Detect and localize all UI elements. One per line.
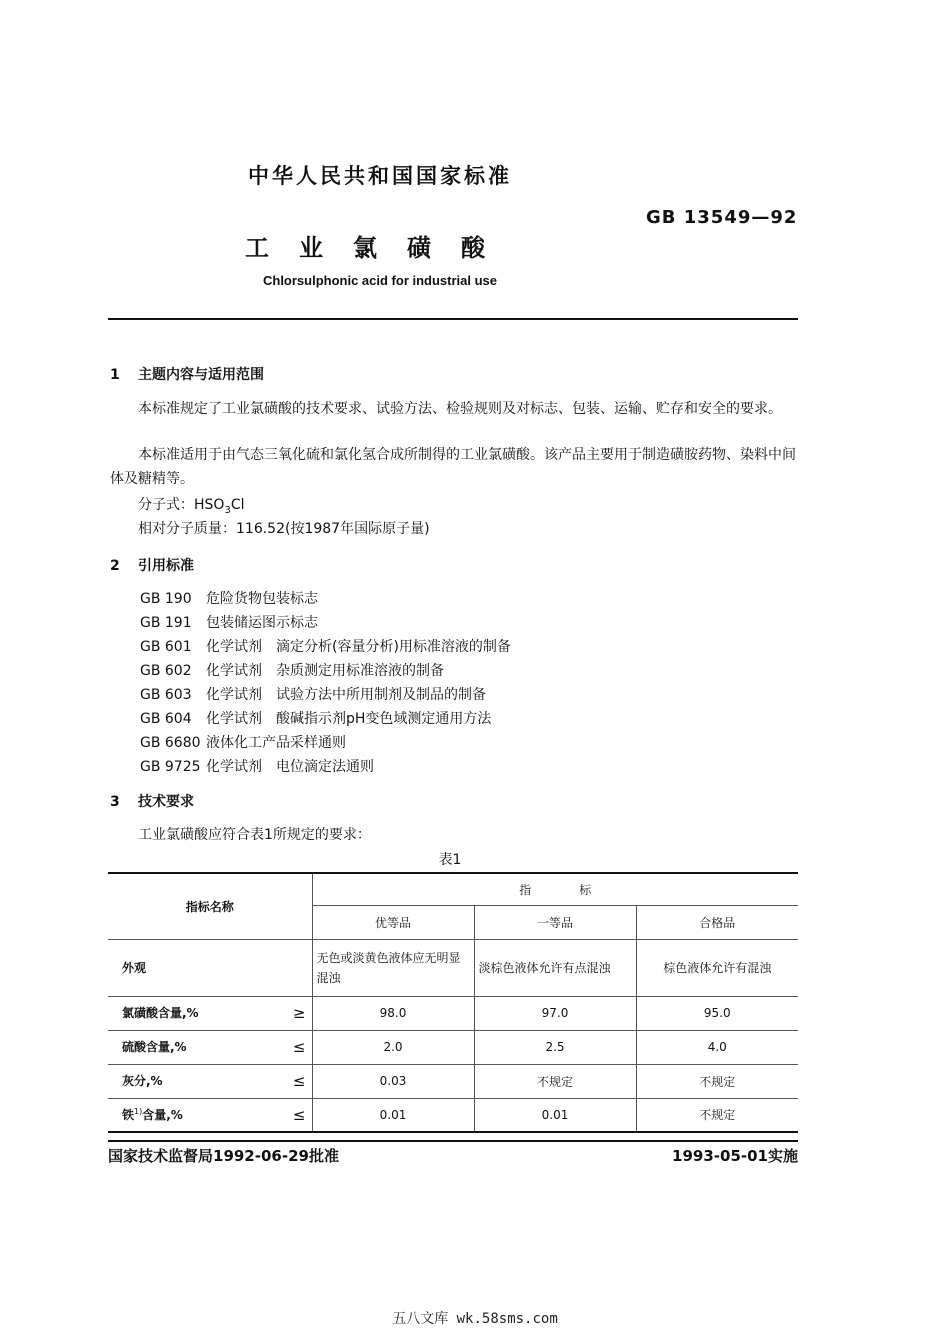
reference-item xyxy=(140,588,318,608)
section-title: 技术要求 xyxy=(138,794,194,810)
comparison-symbol: ≤ xyxy=(292,1072,306,1090)
table-row xyxy=(108,1064,798,1098)
molecular-mass: 相对分子质量：116.52(按1987年国际原子量) xyxy=(138,521,430,537)
reference-code: GB 6680 xyxy=(140,735,201,751)
cell: 98.0 xyxy=(312,996,474,1030)
cell: 4.0 xyxy=(636,1030,798,1064)
cell: 95.0 xyxy=(636,996,798,1030)
cell: 不规定 xyxy=(636,1064,798,1098)
grade-header: 合格品 xyxy=(636,905,798,939)
reference-title: 危险货物包装标志 xyxy=(206,591,318,607)
reference-title: 化学试剂 杂质测定用标准溶液的制备 xyxy=(206,663,444,679)
document-title: 工业氯磺酸 xyxy=(245,234,515,262)
cell: 不规定 xyxy=(474,1064,636,1098)
formula-label: 分子式： xyxy=(138,497,194,513)
row-name: 灰分,% ≤ xyxy=(108,1064,312,1098)
reference-item xyxy=(140,660,444,680)
section-number: 1 xyxy=(110,367,120,383)
requirements-table xyxy=(108,872,798,1133)
formula-subscript: 3 xyxy=(224,504,231,516)
document-title-english: Chlorsulphonic acid for industrial use xyxy=(262,273,498,288)
section-title: 引用标准 xyxy=(138,558,194,574)
section-2-heading xyxy=(110,555,194,575)
table-row xyxy=(108,939,798,996)
grade-header: 一等品 xyxy=(474,905,636,939)
reference-item xyxy=(140,684,486,704)
section-3-heading xyxy=(110,791,194,811)
cell: 不规定 xyxy=(636,1098,798,1132)
reference-title: 液体化工产品采样通则 xyxy=(206,735,346,751)
column-header-name: 指标名称 xyxy=(108,873,312,939)
comparison-symbol: ≤ xyxy=(292,1105,306,1124)
section-1-paragraph-1: 本标准规定了工业氯磺酸的技术要求、试验方法、检验规则及对标志、包装、运输、贮存和安全的要求。 xyxy=(138,401,782,417)
reference-code: GB 9725 xyxy=(140,759,201,775)
reference-code: GB 191 xyxy=(140,615,192,631)
reference-code: GB 601 xyxy=(140,639,192,655)
table-row xyxy=(108,1030,798,1064)
reference-code: GB 603 xyxy=(140,687,192,703)
row-name: 外观 xyxy=(108,939,312,996)
approval-date: 国家技术监督局1992-06-29批准 xyxy=(108,1147,339,1165)
formula-part: HSO xyxy=(194,497,225,513)
table-caption: 表1 xyxy=(438,852,462,868)
cell: 2.5 xyxy=(474,1030,636,1064)
section-title: 主题内容与适用范围 xyxy=(138,367,264,383)
footnote-marker: 1) xyxy=(134,1106,143,1116)
reference-item xyxy=(140,708,491,728)
reference-title: 化学试剂 酸碱指示剂pH变色域测定通用方法 xyxy=(206,711,492,727)
cell: 淡棕色液体允许有点混浊 xyxy=(474,939,636,996)
table-row xyxy=(108,1098,798,1132)
row-name: 硫酸含量,% ≤ xyxy=(108,1030,312,1064)
national-standard-heading: 中华人民共和国国家标准 xyxy=(248,164,512,188)
cell: 2.0 xyxy=(312,1030,474,1064)
reference-code: GB 190 xyxy=(140,591,192,607)
cell: 0.03 xyxy=(312,1064,474,1098)
comparison-symbol: ≤ xyxy=(292,1038,306,1056)
watermark: 五八文库 wk.58sms.com xyxy=(392,1311,558,1327)
row-name: 铁$^{1)}$含量,% ≤ xyxy=(108,1098,312,1132)
reference-item xyxy=(140,636,511,656)
header-rule xyxy=(108,318,798,320)
grade-header: 优等品 xyxy=(312,905,474,939)
section-number: 2 xyxy=(110,558,120,574)
comparison-symbol: ≥ xyxy=(292,1004,306,1022)
reference-code: GB 604 xyxy=(140,711,192,727)
reference-item xyxy=(140,612,318,632)
reference-item xyxy=(140,732,346,752)
column-header-group: 指 标 xyxy=(312,873,798,905)
row-name: 氯磺酸含量,% ≥ xyxy=(108,996,312,1030)
cell: 无色或淡黄色液体应无明显混浊 xyxy=(312,939,474,996)
reference-item xyxy=(140,756,374,776)
footer-rule xyxy=(108,1140,798,1142)
reference-code: GB 602 xyxy=(140,663,192,679)
section-1-paragraph-2: 本标准适用于由气态三氧化硫和氯化氢合成所制得的工业氯磺酸。该产品主要用于制造磺胺药物、染料中间体及糖精等。 xyxy=(110,447,796,487)
cell: 0.01 xyxy=(312,1098,474,1132)
cell: 97.0 xyxy=(474,996,636,1030)
reference-title: 包装储运图示标志 xyxy=(206,615,318,631)
section-number: 3 xyxy=(110,794,120,810)
cell: 0.01 xyxy=(474,1098,636,1132)
reference-title: 化学试剂 试验方法中所用制剂及制品的制备 xyxy=(206,687,486,703)
cell: 棕色液体允许有混浊 xyxy=(636,939,798,996)
table-row xyxy=(108,996,798,1030)
effective-date: 1993-05-01实施 xyxy=(672,1147,798,1165)
standard-code: GB 13549—92 xyxy=(646,207,798,228)
reference-title: 化学试剂 电位滴定法通则 xyxy=(206,759,374,775)
section-3-intro: 工业氯磺酸应符合表1所规定的要求： xyxy=(138,827,371,843)
section-1-heading xyxy=(110,364,264,384)
molecular-formula xyxy=(138,494,244,516)
formula-part: Cl xyxy=(230,497,245,513)
reference-title: 化学试剂 滴定分析(容量分析)用标准溶液的制备 xyxy=(206,639,511,655)
